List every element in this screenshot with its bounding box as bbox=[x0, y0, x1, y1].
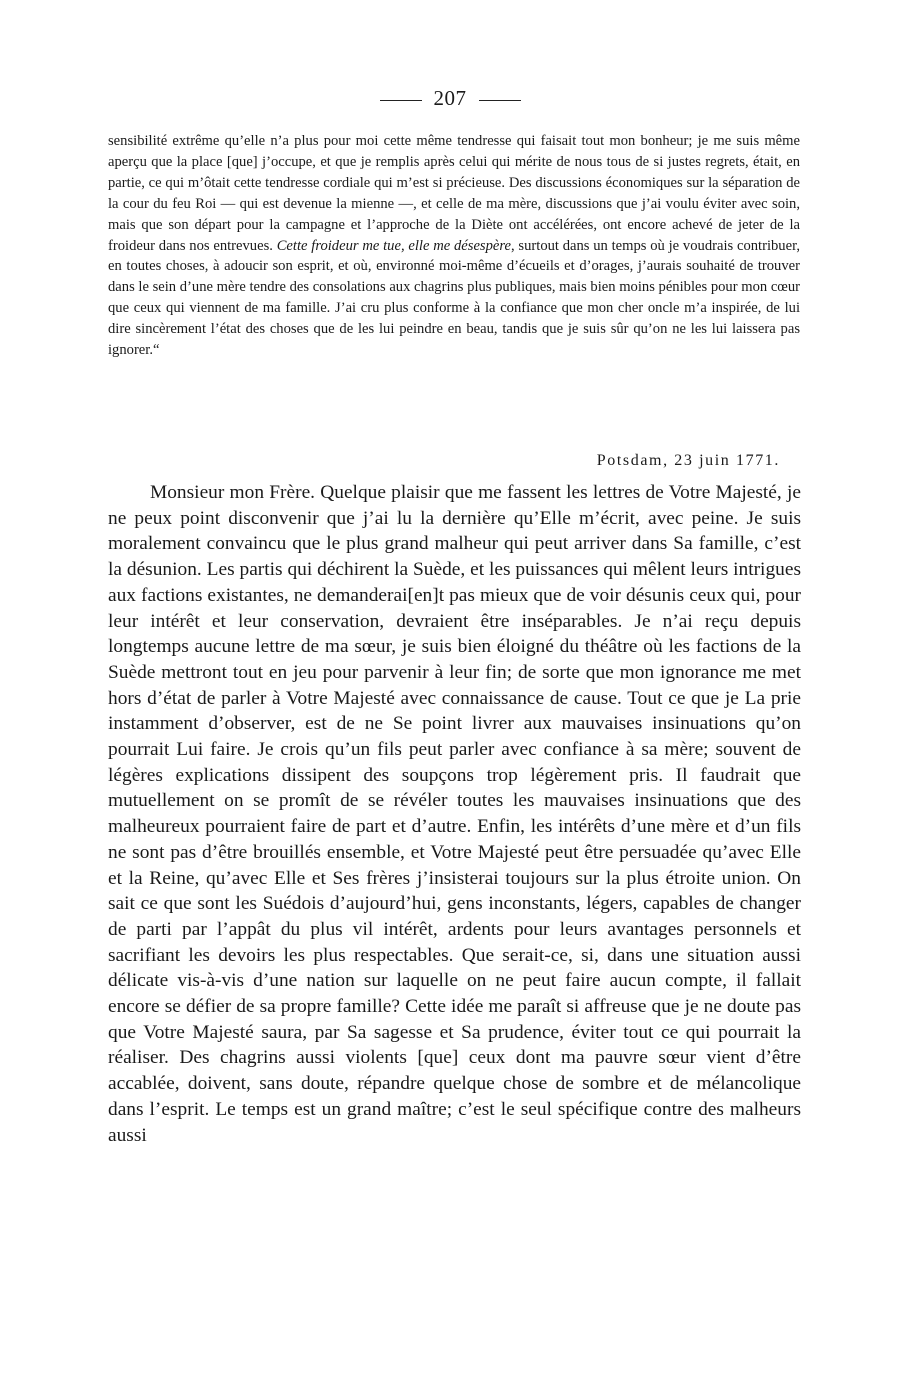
footnote-text-c: , surtout dans un temps où je voudrais contribuer, en toutes choses, à adoucir son esprit, et où, environné moi-même d’écueils et d’orages, j’aurais souhaité de trouver dans le sein d’une mère tendre des consolations aux chagrins plus publiques, mais bien moins pénibles pour mon cœur que ceux qui viennent de ma famille. J’ai cru plus conforme à la confiance que mon cher oncle m’a inspirée, de lui dire sincèrement l’état des choses que de les lui peindre en beau, tandis que je suis sûr qu’on ne les lui laissera pas ignorer.“ bbox=[108, 237, 800, 359]
footnote-text-italic: Cette froideur me tue, elle me désespère bbox=[276, 237, 511, 254]
page-header bbox=[0, 86, 900, 111]
footnote-continuation bbox=[108, 131, 800, 361]
footnote-text-a: sensibilité extrême qu’elle n’a plus pour moi cette même tendresse qui faisait tout mon bonheur; je me suis même aperçu que la place [que] j’occupe, et que je remplis après celui qui mérite de nous tous de si justes regrets, était, en partie, ce qui m’ôtait cette tendresse cordiale qui m’est si précieuse. Des discussions économiques sur la séparation de la cour du feu Roi — qui est devenue la mienne —, et celle de ma mère, discussions que j’ai voulu éviter avec soin, mais que son départ pour la campagne et l’approche de la Diète ont accélérées, ont encore achevé de jeter de la froideur dans nos entrevues. bbox=[108, 133, 800, 254]
letter-paragraph: Monsieur mon Frère. Quelque plaisir que me fassent les lettres de Votre Majesté, je ne peux point disconvenir que j’ai lu la dernière qu’Elle m’écrit, avec peine. Je suis moralement convaincu que le plus grand malheur qui peut arriver dans Sa famille, c’est la désunion. Les partis qui déchirent la Suède, et les puissances qui mêlent leurs intrigues aux factions existantes, ne demanderai[en]t pas mieux que de voir désunis ceux qui, pour leur intérêt et leur conservation, devraient être inséparables. Je n’ai reçu depuis longtemps aucune lettre de ma sœur, je suis bien éloigné du théâtre où les factions de la Suède mettront tout en jeu pour parvenir à leur fin; de sorte que mon ignorance me met hors d’état de parler à Votre Majesté avec connaissance de cause. Tout ce que je La prie instamment d’observer, est de ne Se point livrer aux mauvaises insinuations qu’on pourrait Lui faire. Je crois qu’un fils peut parler avec confiance à sa mère; souvent de légères explications dissipent des soupçons trop légèrement pris. Il faudrait que mutuellement on se promît de se révéler toutes les mauvaises insinuations que des malheureux pourraient faire de part et d’autre. Enfin, les intérêts d’une mère et d’un fils ne sont pas d’être brouillés ensemble, et Votre Majesté peut être persuadée qu’avec Elle et la Reine, qu’avec Elle et Ses frères j’insisterai toujours sur la plus étroite union. On sait ce que sont les Suédois d’aujourd’hui, gens inconstants, légers, capables de changer de parti par l’appât du plus vil intérêt, ardents pour leurs avantages personnels et sacrifiant les devoirs les plus respectables. Que serait-ce, si, dans une situation aussi délicate vis-à-vis d’une nation sur laquelle on ne peut faire aucun compte, il fallait encore se défier de sa propre famille? Cette idée me paraît si affreuse que je ne doute pas que Votre Majesté saura, par Sa sagesse et Sa prudence, éviter tout ce qui pourrait la réaliser. Des chagrins aussi violents [que] ceux dont ma pauvre sœur vient d’être accablée, doivent, sans doute, répandre quelque chose de sombre et de mélancolique dans l’esprit. Le temps est un grand maître; c’est le seul spécifique contre des malheurs aussi bbox=[108, 482, 801, 1146]
header-rule-left bbox=[380, 100, 422, 101]
page-number: 207 bbox=[433, 86, 467, 110]
footnote-paragraph bbox=[108, 131, 800, 361]
letter-body bbox=[108, 480, 801, 1148]
header-rule-right bbox=[479, 100, 521, 101]
letter-dateline: Potsdam, 23 juin 1771. bbox=[596, 452, 780, 469]
